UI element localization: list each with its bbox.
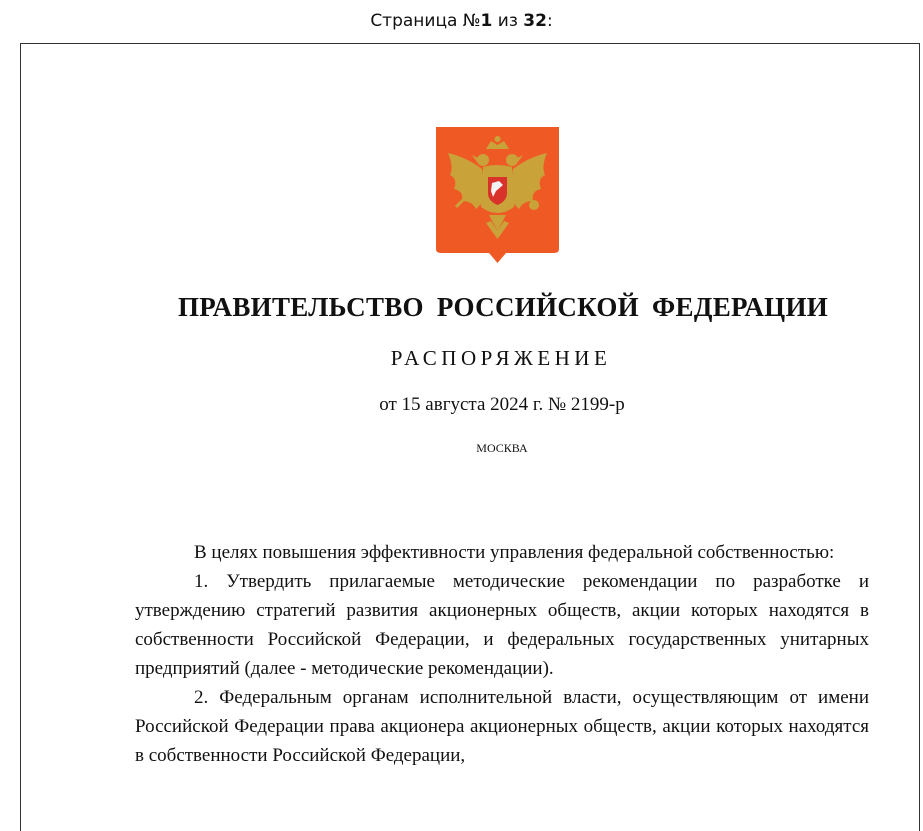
document-page	[20, 43, 920, 831]
total-pages: 32	[523, 11, 547, 31]
paragraph-item-2: 2. Федеральным органам исполнительной власти, осуществляющим от имени Российской Федерации права акционера акционерных обществ, акции которых находятся в собственности Российской Федерации,	[135, 687, 869, 766]
current-page-number: 1	[480, 11, 493, 31]
document-city: МОСКВА	[476, 441, 528, 455]
page-suffix: :	[546, 11, 553, 31]
russian-coat-of-arms-icon	[436, 127, 559, 263]
page-of: из	[492, 11, 524, 31]
document-type: РАСПОРЯЖЕНИЕ	[390, 346, 612, 370]
document-date: от 15 августа 2024 г. № 2199-р	[379, 394, 625, 415]
organization-title: ПРАВИТЕЛЬСТВО РОССИЙСКОЙ ФЕДЕРАЦИИ	[177, 292, 829, 322]
page-prefix: Страница №	[370, 11, 481, 31]
paragraph-intro: В целях повышения эффективности управления федеральной собственностью:	[194, 542, 835, 563]
paragraph-item-1: 1. Утвердить прилагаемые методические рекомендации по разработке и утверждению стратегий развития акционерных обществ, акции которых находятся в собственности Российской Федерации, и федеральных государственных унитарных предприятий (далее - методические рекомендации).	[135, 571, 869, 679]
document-body	[135, 538, 869, 770]
page-indicator	[0, 11, 923, 31]
